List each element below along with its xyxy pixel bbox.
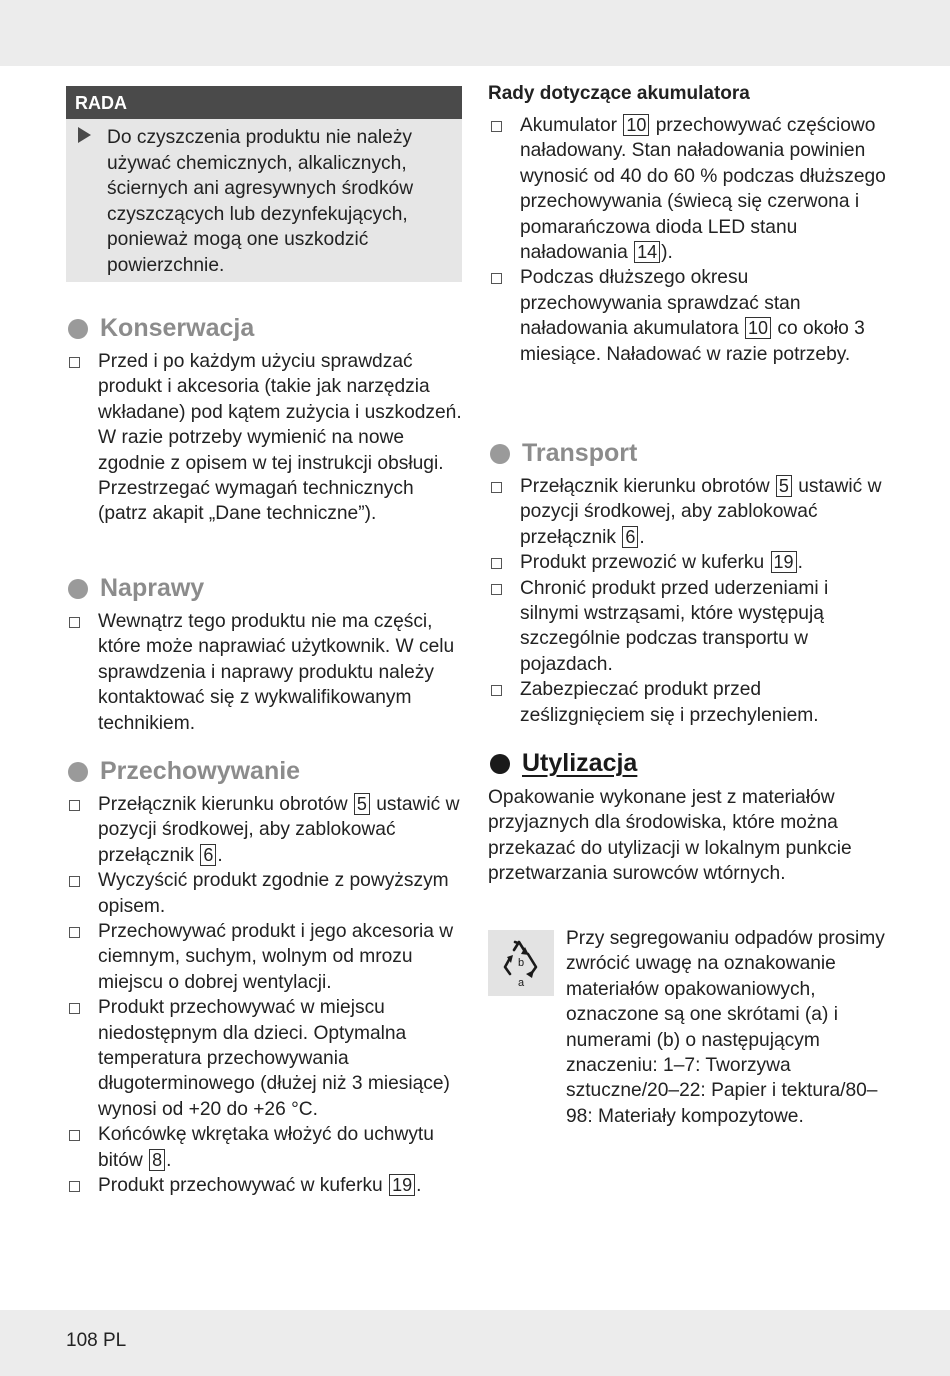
list-item: Produkt przewozić w kuferku 19 . [488,550,888,575]
tip-header: RADA [66,86,462,119]
konserwacja-list [66,349,466,527]
part-reference: 19 [389,1174,415,1196]
list-item: Akumulator 10 przechowywać częściowo naładowany. Stan naładowania powinien wynosić od 40 do 60 % podczas dłuższego przechowywania (świecą się czerwona i pomarańczowa dioda LED stanu naładowania 14 ). [488,113,888,265]
section-subheading-akumulator: Rady dotyczące akumulatora [488,83,750,104]
checkbox-square-icon [69,1181,80,1192]
checkbox-square-icon [491,558,502,569]
recycle-symbol-a: a [517,977,525,989]
list-item: Końcówkę wkrętaka włożyć do uchwytu bitów 8 . [66,1122,462,1173]
part-reference: 19 [771,551,797,573]
part-reference: 5 [776,475,792,497]
list-item: Przełącznik kierunku obrotów 5 ustawić w pozycji środkowej, aby zablokować przełącznik 6 . [488,474,888,550]
bullet-dot-icon [68,319,88,339]
part-reference: 14 [634,241,660,263]
section-heading-utylizacja: Utylizacja [488,749,637,778]
checkbox-square-icon [69,357,80,368]
part-reference: 6 [200,844,216,866]
checkbox-square-icon [491,273,502,284]
part-reference: 10 [623,114,649,136]
part-reference: 10 [745,317,771,339]
page-number: 108 PL [66,1330,127,1351]
top-band [0,0,950,66]
checkbox-square-icon [491,121,502,132]
przechowywanie-list [66,792,462,1199]
recycle-symbol-b: b [517,957,525,969]
bullet-dot-icon [490,444,510,464]
checkbox-square-icon [69,800,80,811]
checkbox-square-icon [491,584,502,595]
checkbox-square-icon [491,685,502,696]
checkbox-square-icon [69,876,80,887]
list-item: Wewnątrz tego produktu nie ma części, które może naprawiać użytkownik. W celu sprawdzenia i naprawy produktu należy kontaktować się z wykwalifikowanym technikiem. [66,609,466,736]
transport-list [488,474,888,728]
section-heading-naprawy: Naprawy [66,574,204,603]
naprawy-list [66,609,466,736]
tip-text: Do czyszczenia produktu nie należy używać chemicznych, alkalicznych, ściernych ani agresywnych środków czyszczących lub dezynfekujących, ponieważ mogą one uszkodzić powierzchnie. [107,127,414,276]
list-item: Zabezpieczać produkt przed ześlizgnięciem się i przechyleniem. [488,677,888,728]
checkbox-square-icon [69,927,80,938]
utylizacja-intro: Opakowanie wykonane jest z materiałów przyjaznych dla środowiska, które można przekazać do utylizacji w lokalnym punkcie przetwarzania surowców wtórnych. [488,787,852,885]
list-item: Produkt przechowywać w miejscu niedostępnym dla dzieci. Optymalna temperatura przechowywania długoterminowego (dłużej niż 3 miesiące) wynosi od +20 do +26 °C. [66,995,462,1122]
list-item: Podczas dłuższego okresu przechowywania sprawdzać stan naładowania akumulatora 10 co około 3 miesiące. Naładować w razie potrzeby. [488,265,888,367]
recycle-icon [488,930,554,996]
footer-band [0,1310,950,1376]
list-item: Wyczyścić produkt zgodnie z powyższym opisem. [66,868,462,919]
recycle-text: Przy segregowaniu odpadów prosimy zwrócić uwagę na oznakowanie materiałów opakowaniowych, oznaczone są one skrótami (a) i numerami (b) o następującym znaczeniu: 1–7: Tworzywa sztuczne/20–22: Papier i tektura/80–98: Materiały kompozytowe. [566,928,885,1127]
part-reference: 5 [354,793,370,815]
checkbox-square-icon [69,1003,80,1014]
section-heading-transport: Transport [488,439,637,468]
checkbox-square-icon [69,1130,80,1141]
bullet-dot-icon [68,579,88,599]
bullet-dot-icon [490,754,510,774]
arrow-right-icon [78,127,91,143]
part-reference: 6 [622,526,638,548]
list-item: Przed i po każdym użyciu sprawdzać produkt i akcesoria (takie jak narzędzia wkładane) pod kątem zużycia i uszkodzeń. W razie potrzeby wymienić na nowe zgodnie z opisem w tej instrukcji obsługi. Przestrzegać wymagań technicznych (patrz akapit „Dane techniczne”). [66,349,466,527]
part-reference: 8 [149,1149,165,1171]
checkbox-square-icon [69,617,80,628]
bullet-dot-icon [68,762,88,782]
checkbox-square-icon [491,482,502,493]
list-item: Przechowywać produkt i jego akcesoria w ciemnym, suchym, wolnym od mrozu miejscu o dobrej wentylacji. [66,919,462,995]
section-heading-przechowywanie: Przechowywanie [66,757,300,786]
tip-box [66,86,462,282]
list-item: Chronić produkt przed uderzeniami i silnymi wstrząsami, które występują szczególnie podczas transportu w pojazdach. [488,576,888,678]
list-item: Przełącznik kierunku obrotów 5 ustawić w pozycji środkowej, aby zablokować przełącznik 6 . [66,792,462,868]
tip-body [66,119,462,278]
list-item: Produkt przechowywać w kuferku 19 . [66,1173,462,1198]
akumulator-list [488,113,888,367]
section-heading-konserwacja: Konserwacja [66,314,254,343]
